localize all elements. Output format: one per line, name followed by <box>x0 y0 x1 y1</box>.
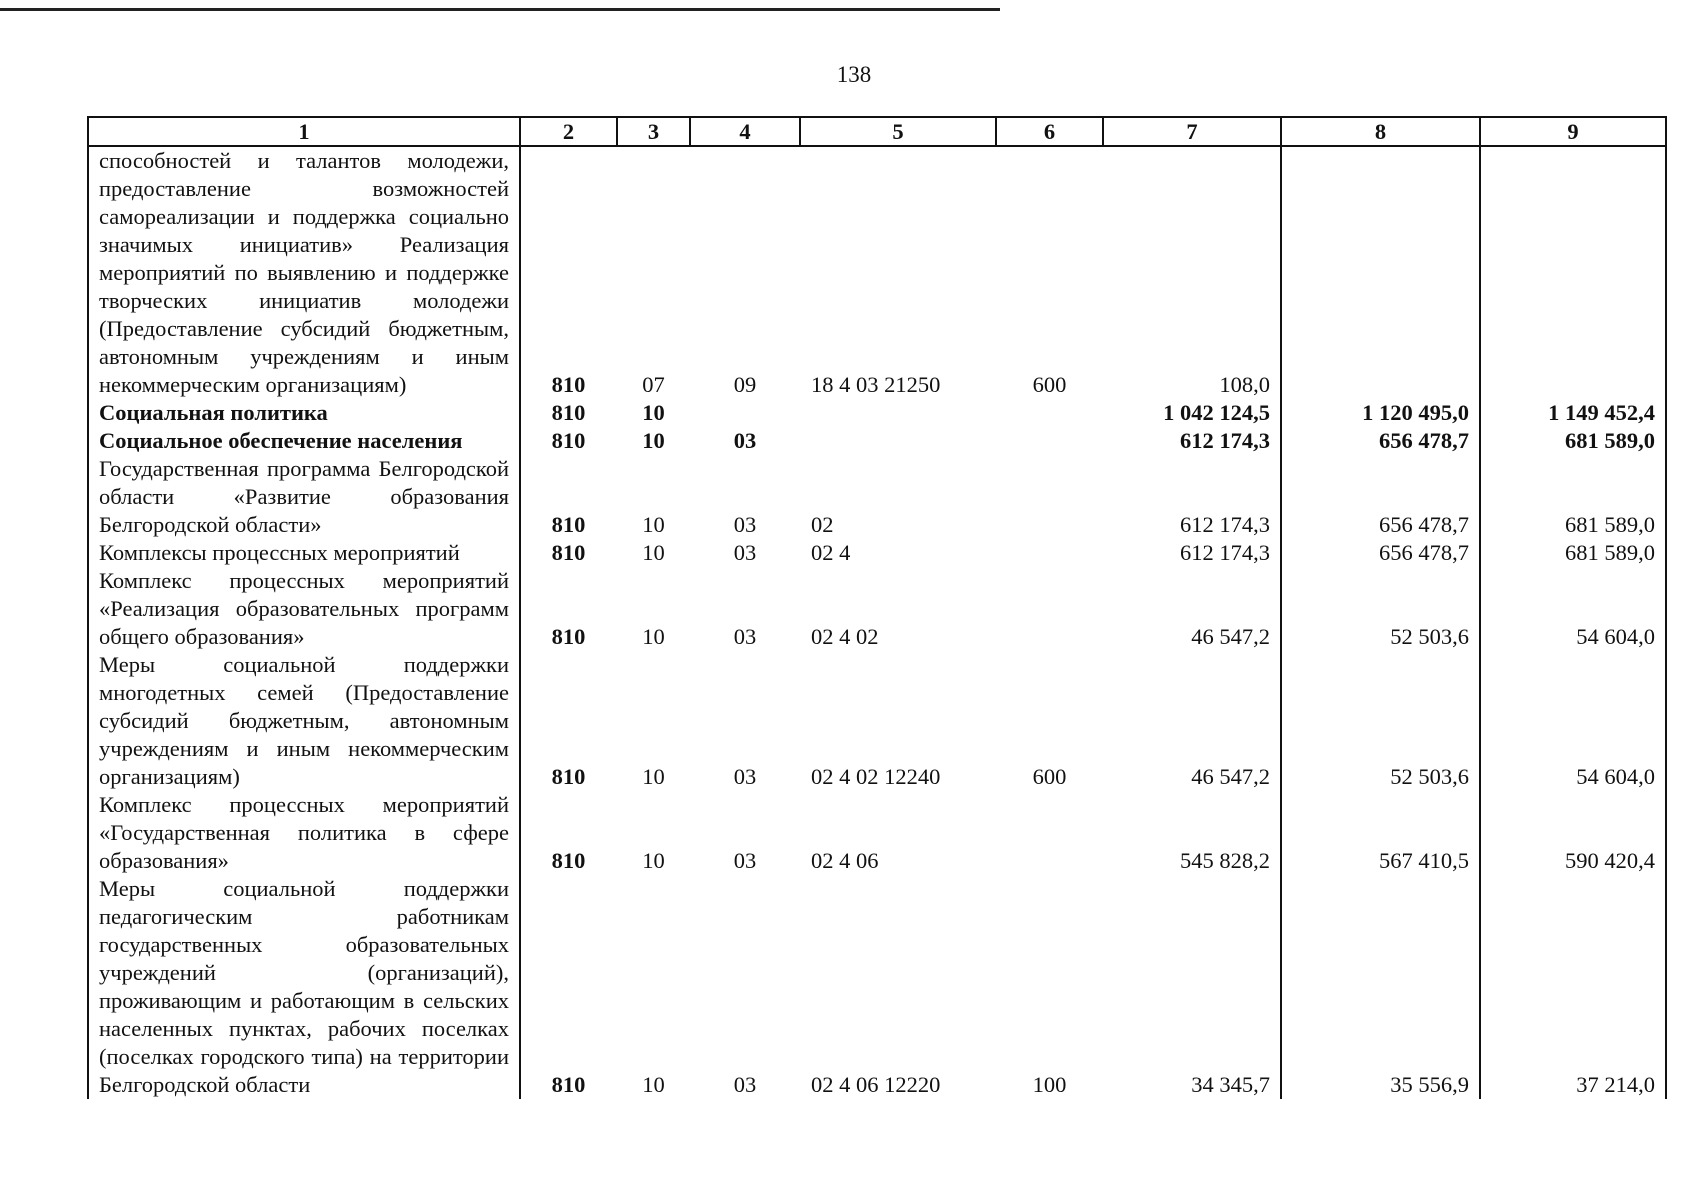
table-row <box>88 539 1666 567</box>
cell-ministry-code: 810 <box>520 791 617 875</box>
cell-amount-9 <box>1480 146 1666 399</box>
header-cell-7: 7 <box>1103 117 1281 146</box>
table-row <box>88 146 1666 399</box>
cell-target-item <box>800 399 996 427</box>
cell-expense-type <box>996 567 1103 651</box>
budget-table <box>87 116 1667 1099</box>
cell-expense-type <box>996 539 1103 567</box>
cell-section: 10 <box>642 512 665 537</box>
header-row <box>88 117 1666 146</box>
table-row <box>88 455 1666 539</box>
header-cell-6: 6 <box>996 117 1103 146</box>
cell-expense-type <box>996 455 1103 539</box>
table-row <box>88 875 1666 1099</box>
cell-section: 10 <box>642 1072 665 1097</box>
header-cell-5: 5 <box>800 117 996 146</box>
cell-subsection <box>690 399 800 427</box>
table-row <box>88 791 1666 875</box>
cell-amount-8 <box>1281 146 1480 399</box>
cell-target-item: 02 4 02 <box>811 624 879 649</box>
cell-amount-9: 590 420,4 <box>1480 791 1666 875</box>
cell-amount-7: 612 174,3 <box>1103 539 1281 567</box>
cell-expense-type: 600 <box>1032 764 1067 789</box>
header-cell-9: 9 <box>1480 117 1666 146</box>
cell-amount-7: 34 345,7 <box>1103 875 1281 1099</box>
row-name: Социальное обеспечение населения <box>88 427 520 455</box>
cell-ministry-code: 810 <box>520 539 617 567</box>
cell-amount-8: 656 478,7 <box>1281 455 1480 539</box>
cell-amount-8: 52 503,6 <box>1281 651 1480 791</box>
cell-amount-7: 612 174,3 <box>1103 455 1281 539</box>
cell-ministry-code: 810 <box>520 875 617 1099</box>
cell-amount-9: 681 589,0 <box>1480 539 1666 567</box>
table-row <box>88 399 1666 427</box>
cell-amount-7: 612 174,3 <box>1103 427 1281 455</box>
cell-ministry-code: 810 <box>520 651 617 791</box>
cell-target-item: 02 4 02 12240 <box>811 764 941 789</box>
cell-expense-type <box>996 399 1103 427</box>
cell-target-item: 18 4 03 21250 <box>811 372 941 397</box>
cell-section: 10 <box>642 764 665 789</box>
cell-subsection: 03 <box>733 624 757 649</box>
cell-amount-8: 1 120 495,0 <box>1281 399 1480 427</box>
cell-ministry-code: 810 <box>520 146 617 399</box>
cell-subsection: 03 <box>733 540 757 565</box>
cell-amount-8: 656 478,7 <box>1281 427 1480 455</box>
cell-amount-9: 54 604,0 <box>1480 651 1666 791</box>
cell-ministry-code: 810 <box>520 567 617 651</box>
row-name: Меры социальной поддержки многодетных семей (Предоставление субсидий бюджетным, автономным учреждениям и иным некоммерческим организациям) <box>88 651 520 791</box>
cell-ministry-code: 810 <box>520 427 617 455</box>
cell-expense-type <box>996 427 1103 455</box>
cell-amount-8: 35 556,9 <box>1281 875 1480 1099</box>
cell-amount-9: 37 214,0 <box>1480 875 1666 1099</box>
row-name: Государственная программа Белгородской области «Развитие образования Белгородской области» <box>88 455 520 539</box>
cell-amount-7: 545 828,2 <box>1103 791 1281 875</box>
cell-subsection: 03 <box>733 428 757 453</box>
cell-subsection: 03 <box>733 764 757 789</box>
cell-section: 10 <box>642 400 665 425</box>
page-number: 138 <box>836 62 872 87</box>
top-rule <box>0 8 1000 11</box>
cell-expense-type <box>996 791 1103 875</box>
cell-target-item <box>800 427 996 455</box>
cell-section: 07 <box>642 372 665 397</box>
cell-section: 10 <box>642 624 665 649</box>
cell-ministry-code: 810 <box>520 455 617 539</box>
cell-subsection: 03 <box>733 1072 757 1097</box>
table-row <box>88 427 1666 455</box>
cell-ministry-code: 810 <box>520 399 617 427</box>
table-row <box>88 651 1666 791</box>
cell-section: 10 <box>642 540 665 565</box>
row-name: Меры социальной поддержки педагогическим работникам государственных образовательных учреждений (организаций), проживающим и работающим в сельских населенных пунктах, рабочих поселках (поселках городского типа) на территории Белгородской области <box>88 875 520 1099</box>
row-name: Комплекс процессных мероприятий «Государственная политика в сфере образования» <box>88 791 520 875</box>
header-cell-2: 2 <box>520 117 617 146</box>
header-cell-3: 3 <box>617 117 690 146</box>
cell-section: 10 <box>642 848 665 873</box>
cell-amount-9: 54 604,0 <box>1480 567 1666 651</box>
cell-subsection: 03 <box>733 848 757 873</box>
cell-target-item: 02 <box>811 512 834 537</box>
cell-target-item: 02 4 06 12220 <box>811 1072 941 1097</box>
row-name: Комплексы процессных мероприятий <box>88 539 520 567</box>
header-cell-4: 4 <box>690 117 800 146</box>
table-row <box>88 567 1666 651</box>
cell-amount-7: 108,0 <box>1103 146 1281 399</box>
cell-section: 10 <box>642 428 665 453</box>
row-name: способностей и талантов молодежи, предоставление возможностей самореализации и поддержка социально значимых инициатив» Реализация мероприятий по выявлению и поддержке творческих инициатив молодежи (Предоставление субсидий бюджетным, автономным учреждениям и иным некоммерческим организациям) <box>88 146 520 399</box>
cell-subsection: 09 <box>733 372 757 397</box>
cell-amount-9: 681 589,0 <box>1480 427 1666 455</box>
header-cell-1: 1 <box>88 117 520 146</box>
cell-expense-type: 600 <box>1032 372 1067 397</box>
cell-expense-type: 100 <box>1032 1072 1067 1097</box>
cell-amount-8: 656 478,7 <box>1281 539 1480 567</box>
cell-amount-7: 46 547,2 <box>1103 651 1281 791</box>
row-name: Комплекс процессных мероприятий «Реализация образовательных программ общего образования» <box>88 567 520 651</box>
cell-amount-7: 1 042 124,5 <box>1103 399 1281 427</box>
cell-target-item: 02 4 06 <box>811 848 879 873</box>
cell-subsection: 03 <box>733 512 757 537</box>
cell-amount-7: 46 547,2 <box>1103 567 1281 651</box>
cell-amount-9: 681 589,0 <box>1480 455 1666 539</box>
cell-amount-8: 52 503,6 <box>1281 567 1480 651</box>
row-name: Социальная политика <box>88 399 520 427</box>
cell-target-item: 02 4 <box>811 540 851 565</box>
cell-amount-9: 1 149 452,4 <box>1480 399 1666 427</box>
cell-amount-8: 567 410,5 <box>1281 791 1480 875</box>
header-cell-8: 8 <box>1281 117 1480 146</box>
